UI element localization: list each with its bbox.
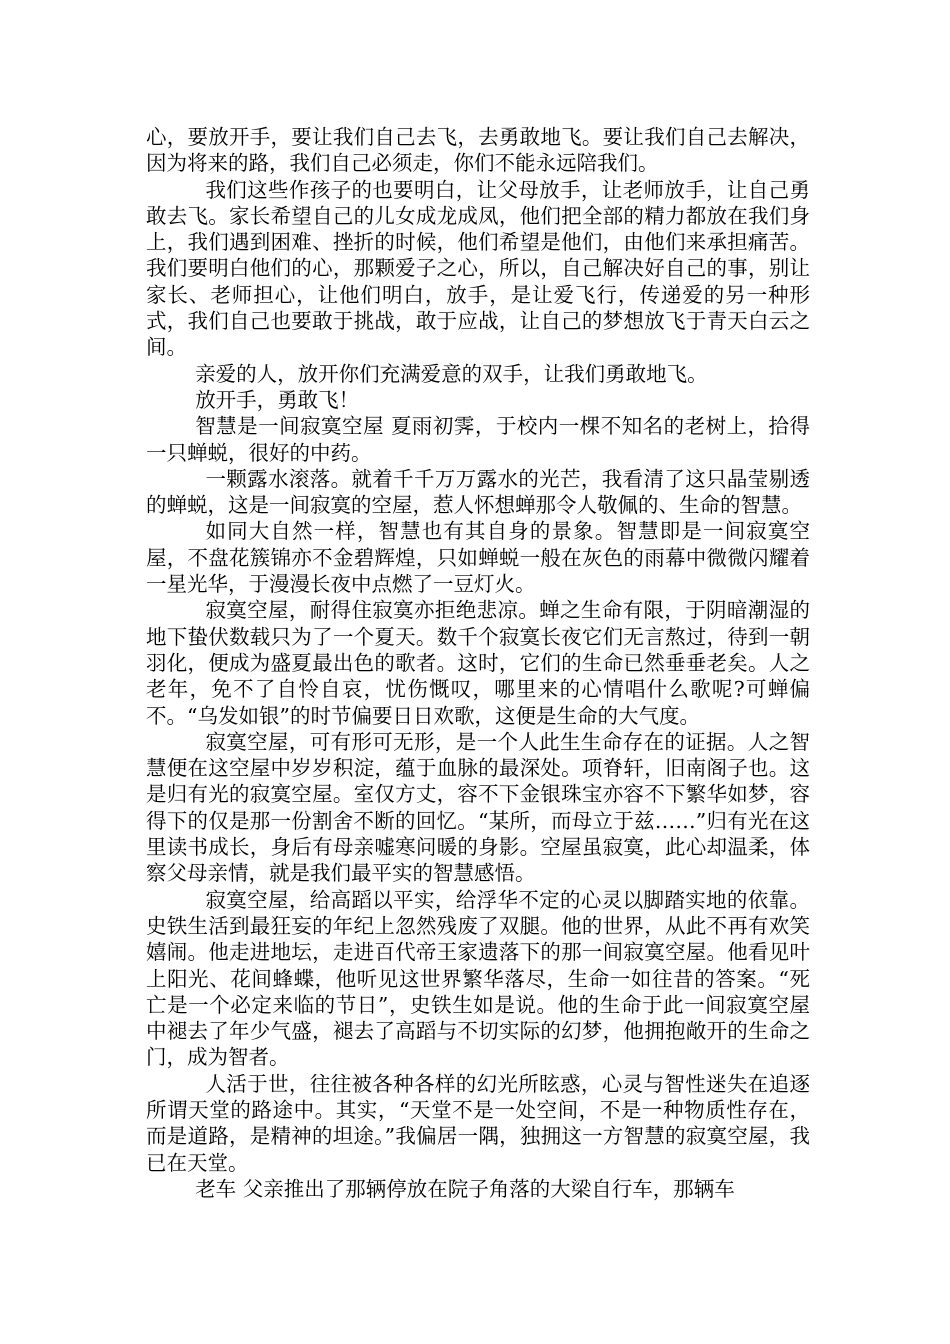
paragraph-1: 心，要放开手，要让我们自己去飞，去勇敢地飞。要让我们自己去解决，因为将来的路，我们自己必须走，你们不能永远陪我们。: [146, 125, 810, 176]
document-page: [146, 124, 810, 1202]
paragraph-11: 人活于世，往往被各种各样的幻光所眩惑，心灵与智性迷失在追逐所谓天堂的路途中。其实，“天堂不是一处空间，不是一种物质性存在，而是道路，是精神的坦途。”我偏居一隅，独拥这一方智慧的寂寞空屋，我已在天堂。: [146, 1071, 810, 1175]
paragraph-10: 寂寞空屋，给高蹈以平实，给浮华不定的心灵以脚踏实地的依靠。史铁生活到最狂妄的年纪上忽然残废了双腿。他的世界，从此不再有欢笑嬉闹。他走进地坛，走进百代帝王家遗落下的那一间寂寞空屋。他看见叶上阳光、花间蜂蝶，他听见这世界繁华落尽，生命一如往昔的答案。“死亡是一个必定来临的节日”，史铁生如是说。他的生命于此一间寂寞空屋中褪去了年少气盛，褪去了高蹈与不切实际的幻梦，他拥抱敞开的生命之门，成为智者。: [146, 887, 810, 1070]
paragraph-8: 寂寞空屋，耐得住寂寞亦拒绝悲凉。蝉之生命有限，于阴暗潮湿的地下蛰伏数载只为了一个夏天。数千个寂寞长夜它们无言熬过，待到一朝羽化，便成为盛夏最出色的歌者。这时，它们的生命已然垂垂老矣。人之老年，免不了自怜自哀，忧伤慨叹，哪里来的心情唱什么歌呢?可蝉偏不。“乌发如银”的时节偏要日日欢歌，这便是生命的大气度。: [146, 598, 810, 728]
paragraph-7: 如同大自然一样，智慧也有其自身的景象。智慧即是一间寂寞空屋，不盘花簇锦亦不金碧辉煌，只如蝉蜕一般在灰色的雨幕中微微闪耀着一星光华，于漫漫长夜中点燃了一豆灯火。: [146, 519, 810, 597]
paragraph-3: 亲爱的人，放开你们充满爱意的双手，让我们勇敢地飞。: [195, 361, 708, 386]
paragraph-6: 一颗露水滚落。就着千千万万露水的光芒，我看清了这只晶莹剔透的蝉蜕，这是一间寂寞的空屋，惹人怀想蝉那令人敬佩的、生命的智慧。: [146, 466, 810, 518]
paragraph-5: 智慧是一间寂寞空屋 夏雨初霁，于校内一棵不知名的老树上，拾得一只蝉蜕，很好的中药。: [146, 414, 810, 465]
paragraph-4: 放开手，勇敢飞！: [195, 387, 360, 412]
paragraph-2: 我们这些作孩子的也要明白，让父母放手，让老师放手，让自己勇敢去飞。家长希望自己的儿女成龙成凤，他们把全部的精力都放在我们身上，我们遇到困难、挫折的时候，他们希望是他们，由他们来承担痛苦。我们要明白他们的心，那颗爱子之心，所以，自己解决好自己的事，别让家长、老师担心，让他们明白，放手，是让爱飞行，传递爱的另一种形式，我们自己也要敢于挑战，敢于应战，让自己的梦想放飞于青天白云之间。: [146, 177, 810, 360]
paragraph-9: 寂寞空屋，可有形可无形，是一个人此生生命存在的证据。人之智慧便在这空屋中岁岁积淀，蕴于血脉的最深处。项脊轩，旧南阁子也。这是归有光的寂寞空屋。室仅方丈，容不下金银珠宝亦容不下繁华如梦，容得下的仅是那一份割舍不断的回忆。“某所，而母立于兹……”归有光在这里读书成长，身后有母亲嘘寒问暖的身影。空屋虽寂寞，此心却温柔，体察父母亲情，就是我们最平实的智慧感悟。: [146, 729, 810, 886]
paragraph-12: 老车 父亲推出了那辆停放在院子角落的大梁自行车，那辆车: [195, 1176, 735, 1201]
